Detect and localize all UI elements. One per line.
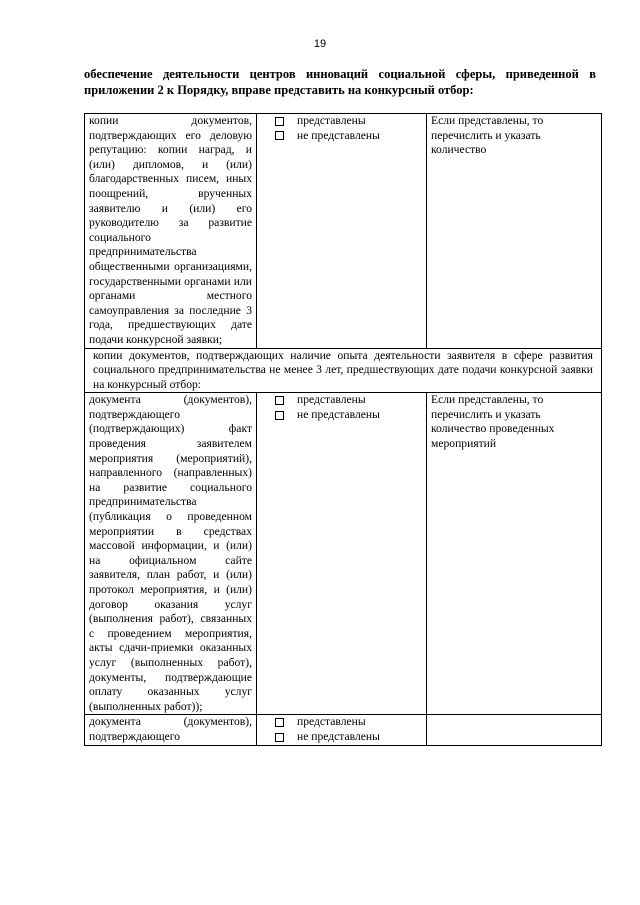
checkbox-icon[interactable] [275,733,284,742]
option-provided[interactable] [261,114,422,129]
note-cell: Если представлены, то перечислить и указать количество [427,114,602,349]
option-label: представлены [297,114,366,127]
options-cell [257,114,427,349]
option-provided[interactable] [261,715,422,730]
section-header-cell: копии документов, подтверждающих наличие опыта деятельности заявителя в сфере развития социального предпринимательства не менее 3 лет, предшествующих дате подачи конкурсной заявки на конкурсный отбор: [85,348,602,393]
option-label: не представлены [297,729,380,743]
table-row [85,393,602,715]
option-label: представлены [297,715,366,729]
checkbox-icon[interactable] [275,411,284,420]
options-cell [257,715,427,745]
documents-table [84,113,602,746]
option-not-provided[interactable] [261,129,422,144]
note-cell: Если представлены, то перечислить и указать количество проведенных мероприятий [427,393,602,715]
checkbox-icon[interactable] [275,718,284,727]
document-cell: документа (документов), подтверждающего (подтверждающих) факт проведения заявителем мероприятия (мероприятий), направленного (направленных) на развитие социального предпринимательства (публикация о проведенном мероприятии в средствах массовой информации, и (или) на официальном сайте заявителя, план работ, и (или) протокол мероприятия, и (или) договор оказания услуг (выполнения работ), связанных с проведением мероприятия, акты сдачи-приемки оказанных услуг (выполненных работ), документы, подтверждающие оплату оказанных услуг (выполненных работ)); [85,393,257,715]
checkbox-icon[interactable] [275,117,284,126]
checkbox-icon[interactable] [275,396,284,405]
document-cell: копии документов, подтверждающих его деловую репутацию: копии наград, и (или) дипломов, и (или) благодарственных писем, иных поощрений, врученных заявителю и (или) его руководителю за развитие социального предпринимательства общественными организациями, государственными органами или органами местного самоуправления за последние 3 года, предшествующих дате подачи конкурсной заявки; [85,114,257,349]
page-number: 19 [313,38,327,50]
table-row [85,348,602,393]
option-not-provided[interactable] [261,730,422,745]
note-cell [427,715,602,745]
checkbox-icon[interactable] [275,131,284,140]
option-label: не представлены [297,407,380,421]
document-cell: документа (документов), подтверждающего [85,715,257,745]
option-provided[interactable] [261,393,422,408]
options-cell [257,393,427,715]
option-not-provided[interactable] [261,408,422,423]
table-row [85,114,602,349]
option-label: представлены [297,393,366,407]
intro-paragraph: обеспечение деятельности центров инноваций социальной сферы, приведенной в приложении 2 к Порядку, вправе представить на конкурсный отбор: [84,67,596,97]
option-label: не представлены [297,128,380,142]
table-row [85,715,602,745]
